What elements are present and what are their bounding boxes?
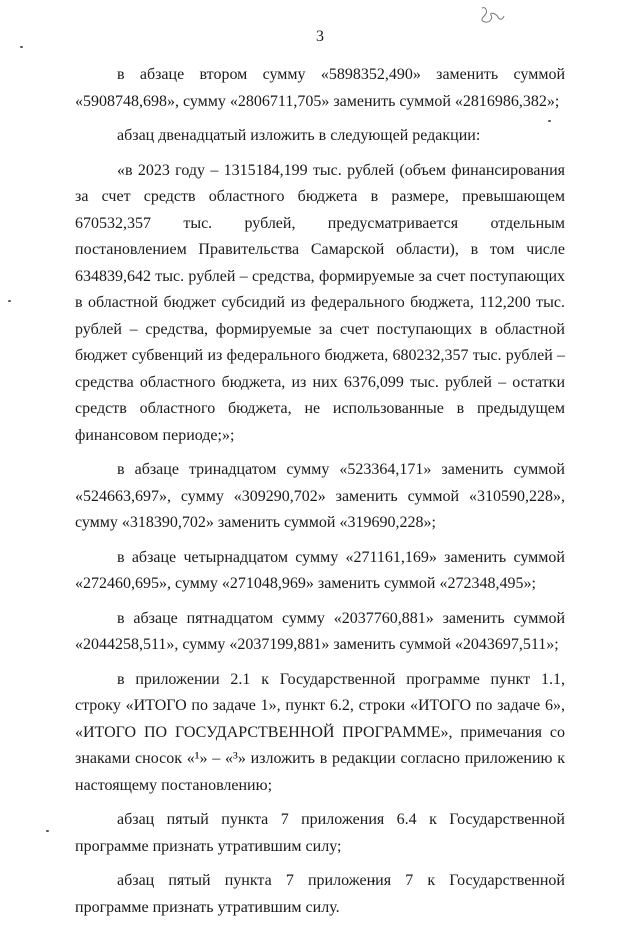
paragraph-abzac-trinadcatyy: в абзаце тринадцатом сумму «523364,171» заменить суммой «524663,697», сумму «309290,702» заменить суммой «310590,228», сумму «318390,702» заменить суммой «319690,228»;: [75, 461, 565, 531]
scan-speck: [8, 300, 11, 302]
paragraph-abzac-vtoroy: в абзаце втором сумму «5898352,490» заменить суммой «5908748,698», сумму «2806711,705» заменить суммой «2816986,382»;: [75, 66, 565, 110]
page-number: 3: [316, 28, 324, 45]
document-body: [75, 62, 565, 929]
paragraph-abzac-pyatnadcatyy: в абзаце пятнадцатом сумму «2037760,881» заменить суммой «2044258,511», сумму «2037199,881» заменить суммой «2043697,511»;: [75, 609, 565, 653]
paragraph-prilozhenie-7: абзац пятый пункта 7 приложения 7 к Государственной программе признать утратившим силу.: [75, 872, 565, 916]
paragraph-abzac-dvenadcatyy-intro: абзац двенадцатый изложить в следующей редакции:: [117, 127, 481, 144]
handwritten-mark-icon: [476, 4, 510, 26]
paragraph-prilozhenie-2-1: в приложении 2.1 к Государственной программе пункт 1.1, строку «ИТОГО по задаче 1», пункт 6.2, строки «ИТОГО по задаче 6», «ИТОГО ПО ГОСУДАРСТВЕННОЙ ПРОГРАММЕ», примечания со знаками сносок «¹» – «³» изложить в редакции согласно приложению к настоящему постановлению;: [75, 670, 565, 794]
scan-speck: [20, 46, 23, 48]
paragraph-prilozhenie-6-4: абзац пятый пункта 7 приложения 6.4 к Государственной программе признать утратившим силу;: [75, 811, 565, 855]
scan-speck: [46, 830, 49, 832]
paragraph-financing-2023: «в 2023 году – 1315184,199 тыс. рублей (объем финансирования за счет средств областного бюджета в размере, превышающем 670532,357 тыс. рублей, предусматривается отдельным постановлением Правительства Самарской области), в том числе 634839,642 тыс. рублей – средства, формируемые за счет поступающих в областной бюджет субсидий из федерального бюджета, 112,200 тыс. рублей – средства, формируемые за счет поступающих в областной бюджет субвенций из федерального бюджета, 680232,357 тыс. рублей – средства областного бюджета, из них 6376,099 тыс. рублей – остатки средств областного бюджета, не использованные в предыдущем финансовом периоде;»;: [75, 161, 565, 444]
paragraph-abzac-chetyrnadcatyy: в абзаце четырнадцатом сумму «271161,169» заменить суммой «272460,695», сумму «271048,969» заменить суммой «272348,495»;: [75, 548, 565, 592]
